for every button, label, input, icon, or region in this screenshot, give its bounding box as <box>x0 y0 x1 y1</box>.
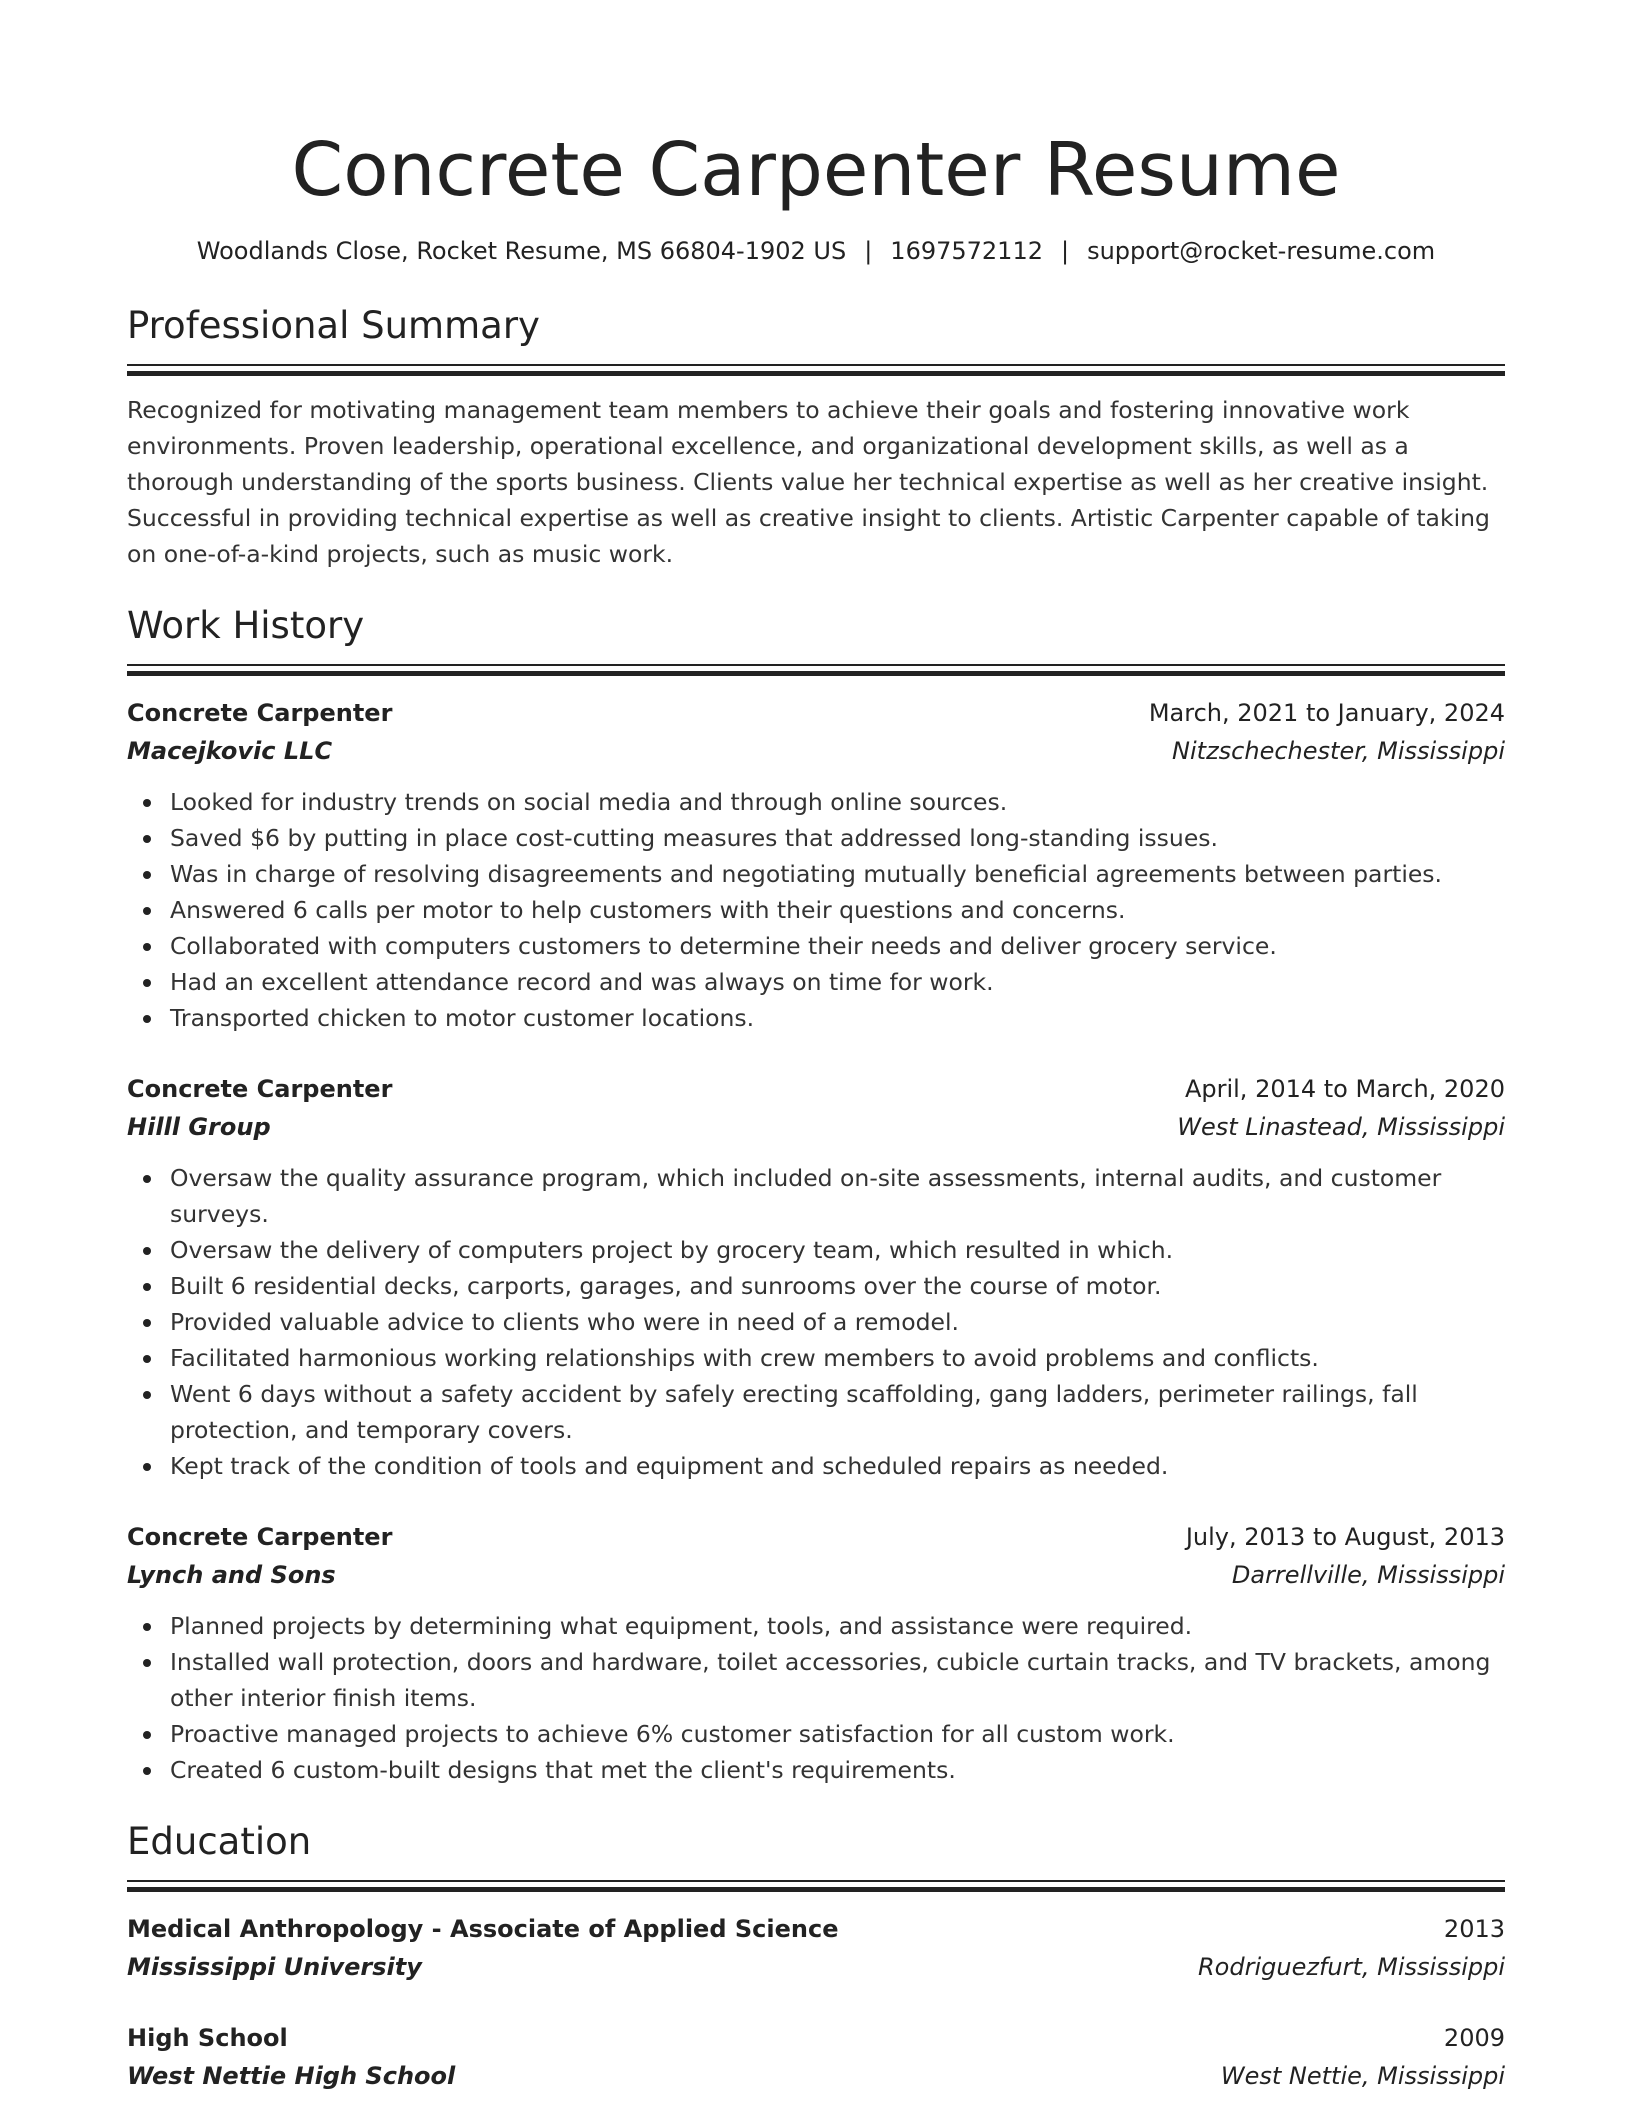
job-bullet: Planned projects by determining what equipment, tools, and assistance were required. <box>170 1608 1505 1644</box>
contact-separator: | <box>1061 237 1070 265</box>
education-section <box>127 1818 1505 2095</box>
job-dates: July, 2013 to August, 2013 <box>1185 1523 1505 1551</box>
job-bullet: Created 6 custom-built designs that met the client's requirements. <box>170 1752 1505 1788</box>
job-bullet-list <box>127 1608 1505 1788</box>
job-bullet: Went 6 days without a safety accident by safely erecting scaffolding, gang ladders, perimeter railings, fall protection, and temporary covers. <box>170 1376 1505 1448</box>
education-location: West Nettie, Mississippi <box>1220 2062 1505 2090</box>
job-title: Concrete Carpenter <box>127 1523 393 1551</box>
education-degree-row <box>127 1910 1505 1948</box>
education-degree: High School <box>127 2024 288 2052</box>
job-bullet: Transported chicken to motor customer locations. <box>170 1000 1505 1036</box>
job-employer: Macejkovic LLC <box>127 737 333 765</box>
contact-phone: 1697572112 <box>890 237 1043 265</box>
job-bullet: Collaborated with computers customers to determine their needs and deliver grocery service. <box>170 928 1505 964</box>
job-location: Darrellville, Mississippi <box>1231 1561 1505 1589</box>
job-entry <box>127 1070 1505 1484</box>
contact-separator: | <box>864 237 873 265</box>
job-bullet: Facilitated harmonious working relationships with crew members to avoid problems and conflicts. <box>170 1340 1505 1376</box>
education-degree: Medical Anthropology - Associate of Applied Science <box>127 1915 839 1943</box>
education-entry <box>127 1910 1505 1986</box>
job-employer-row <box>127 1556 1505 1594</box>
job-bullet-list <box>127 1160 1505 1484</box>
job-bullet: Proactive managed projects to achieve 6% customer satisfaction for all custom work. <box>170 1716 1505 1752</box>
education-heading: Education <box>127 1820 312 1863</box>
job-title: Concrete Carpenter <box>127 699 393 727</box>
contact-email[interactable]: support@rocket-resume.com <box>1087 237 1436 265</box>
job-header-row <box>127 1518 1505 1556</box>
job-bullet: Installed wall protection, doors and hardware, toilet accessories, cubicle curtain tracks, and TV brackets, among other interior finish items. <box>170 1644 1505 1716</box>
job-title: Concrete Carpenter <box>127 1075 393 1103</box>
job-location: Nitzschechester, Mississippi <box>1172 737 1505 765</box>
job-employer-row <box>127 1108 1505 1146</box>
job-bullet: Answered 6 calls per motor to help customers with their questions and concerns. <box>170 892 1505 928</box>
job-bullet: Had an excellent attendance record and was always on time for work. <box>170 964 1505 1000</box>
job-employer: Hilll Group <box>127 1113 271 1141</box>
job-header-row <box>127 694 1505 732</box>
contact-line <box>127 234 1505 268</box>
summary-heading: Professional Summary <box>127 304 540 347</box>
resume-title: Concrete Carpenter Resume <box>291 127 1341 213</box>
job-entry <box>127 1518 1505 1788</box>
job-bullet: Oversaw the quality assurance program, which included on-site assessments, internal audits, and customer surveys. <box>170 1160 1505 1232</box>
job-header-row <box>127 1070 1505 1108</box>
section-divider <box>127 364 1505 376</box>
job-bullet-list <box>127 784 1505 1036</box>
job-bullet: Kept track of the condition of tools and equipment and scheduled repairs as needed. <box>170 1448 1505 1484</box>
contact-address: Woodlands Close, Rocket Resume, MS 66804-1902 US <box>196 237 847 265</box>
education-school: West Nettie High School <box>127 2062 456 2090</box>
job-bullet: Provided valuable advice to clients who were in need of a remodel. <box>170 1304 1505 1340</box>
job-bullet: Looked for industry trends on social media and through online sources. <box>170 784 1505 820</box>
education-school: Mississippi University <box>127 1953 422 1981</box>
section-divider <box>127 1880 1505 1892</box>
education-location: Rodriguezfurt, Mississippi <box>1198 1953 1505 1981</box>
job-location: West Linastead, Mississippi <box>1177 1113 1505 1141</box>
education-degree-row <box>127 2019 1505 2057</box>
job-employer-row <box>127 732 1505 770</box>
education-year: 2013 <box>1443 1915 1505 1943</box>
section-divider <box>127 664 1505 676</box>
job-employer: Lynch and Sons <box>127 1561 336 1589</box>
job-dates: March, 2021 to January, 2024 <box>1148 699 1505 727</box>
job-entry <box>127 694 1505 1036</box>
work-history-heading: Work History <box>127 604 365 647</box>
summary-text: Recognized for motivating management team members to achieve their goals and fostering innovative work environments. Proven leadership, operational excellence, and organizational development skills, as well as a thorough understanding of the sports business. Clients value her technical expertise as well as her creative insight. Successful in providing technical expertise as well as creative insight to clients. Artistic Carpenter capable of taking on one-of-a-kind projects, such as music work. <box>127 396 1490 568</box>
education-year: 2009 <box>1443 2024 1505 2052</box>
work-history-section <box>127 602 1505 1788</box>
education-entry <box>127 2019 1505 2095</box>
job-bullet: Was in charge of resolving disagreements and negotiating mutually beneficial agreements between parties. <box>170 856 1505 892</box>
education-school-row <box>127 1948 1505 1986</box>
job-bullet: Built 6 residential decks, carports, garages, and sunrooms over the course of motor. <box>170 1268 1505 1304</box>
job-dates: April, 2014 to March, 2020 <box>1184 1075 1505 1103</box>
education-school-row <box>127 2057 1505 2095</box>
job-bullet: Saved $6 by putting in place cost-cutting measures that addressed long-standing issues. <box>170 820 1505 856</box>
job-bullet: Oversaw the delivery of computers project by grocery team, which resulted in which. <box>170 1232 1505 1268</box>
summary-section <box>127 302 1505 572</box>
